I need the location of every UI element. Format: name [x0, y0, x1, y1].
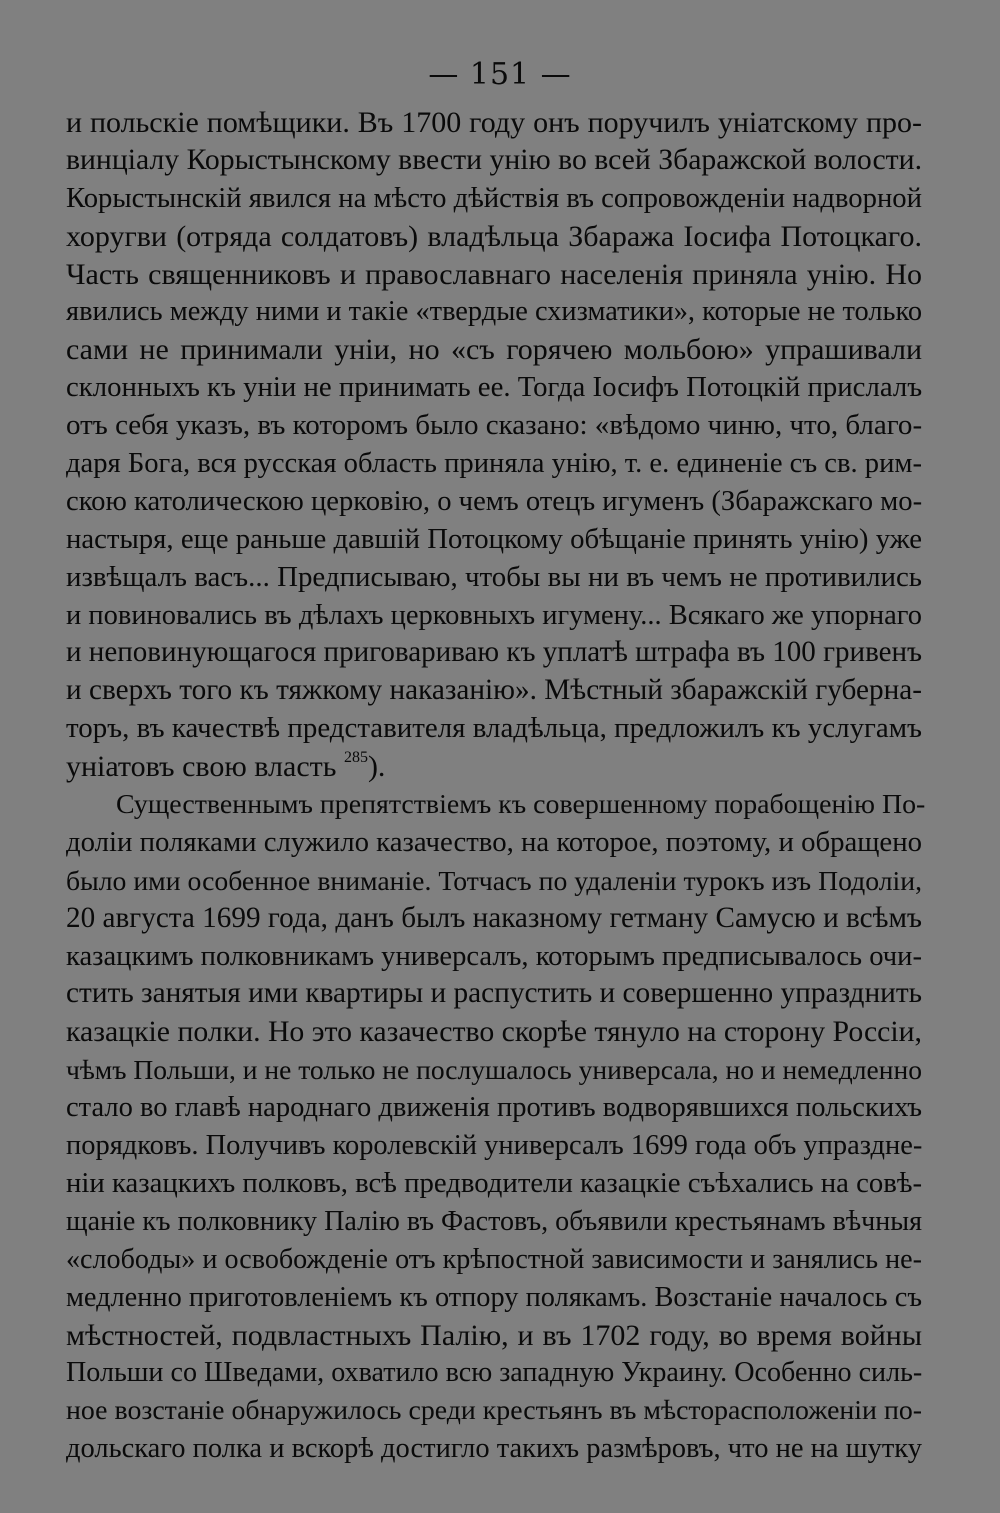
text-line: дольскаго полка и вскорѣ достигло такихъ размѣровъ, что не на шутку: [66, 1433, 922, 1465]
text-line: казацкіе полки. Но это казачество скорѣе тянуло на сторону Россіи,: [66, 1015, 922, 1049]
text-line: стало во главѣ народнаго движенія противъ водворявшихся польскихъ: [66, 1092, 922, 1124]
text-line: скою католическою церковію, о чемъ отецъ игуменъ (Збаражскаго мо-: [66, 484, 923, 517]
text-line: извѣщалъ васъ... Предписываю, чтобы вы ни въ чемъ не противились: [66, 560, 922, 593]
text-line: доліи поляками служило казачество, на которое, поэтому, и обращено: [66, 825, 922, 858]
text-line: явились между ними и такіе «твердые схизматики», которые не только: [66, 296, 923, 328]
text-line: стить занятыя ими квартиры и распустить и совершенно упразднить: [66, 977, 923, 1010]
text-line: казацкимъ полковникамъ универсалъ, которымъ предписывалось очи-: [66, 940, 922, 972]
text-line: и сверхъ того къ тяжкому наказанію». Мѣстный збаражскій губерна-: [66, 674, 922, 707]
text-line: хоругви (отряда солдатовъ) владѣльца Збаража Іосифа Потоцкаго.: [66, 219, 922, 253]
paragraph-1: [66, 104, 922, 786]
text-line: даря Бога, вся русская область приняла унію, т. е. единеніе съ св. рим-: [66, 448, 922, 480]
text-line: ное возстаніе обнаружилось среди крестьянъ въ мѣсторасположеніи по-: [66, 1395, 922, 1427]
page-number: — 151 —: [428, 57, 572, 92]
text-line: винціалу Корыстынскому ввести унію во всей Збаражской волости.: [66, 143, 922, 176]
footnote-ref[interactable]: 285: [343, 749, 368, 767]
text-line: отъ себя указъ, въ которомъ было сказано: «вѣдомо чиню, что, благо-: [66, 409, 923, 442]
text-line: настыря, еще раньше давшій Потоцкому обѣщаніе принять унію) уже: [66, 522, 922, 555]
text-line: «слободы» и освобожденіе отъ крѣпостной зависимости и занялись не-: [66, 1243, 922, 1275]
text-line: Часть священниковъ и православнаго населенія приняла унію. Но: [66, 257, 922, 291]
text-line: ніи казацкихъ полковъ, всѣ предводители казацкіе съѣхались на совѣ-: [66, 1166, 923, 1199]
text-line: порядковъ. Получивъ королевскій универсалъ 1699 года объ упраздне-: [66, 1130, 923, 1162]
text-line: Корыстынскій явился на мѣсто дѣйствія въ сопровожденіи надворной: [66, 181, 923, 214]
text-line: Польши со Шведами, охватило всю западную Украину. Особенно силь-: [66, 1357, 923, 1389]
text-line-last: [66, 748, 922, 786]
line-text: уніатовъ свою власть: [66, 750, 344, 784]
text-line: щаніе къ полковнику Палію въ Фастовъ, объявили крестьянамъ вѣчныя: [66, 1205, 922, 1237]
text-line: мѣстностей, подвластныхъ Палію, и въ 1702 году, во время войны: [66, 1318, 922, 1352]
text-line: и польскіе помѣщики. Въ 1700 году онъ поручилъ уніатскому про-: [66, 106, 922, 139]
text-line: чѣмъ Польши, и не только не послушалось универсала, но и немедленно: [66, 1054, 923, 1086]
text-line: Существеннымъ препятствіемъ къ совершенному порабощенію По-: [116, 789, 926, 821]
text-line: склонныхъ къ уніи не принимать ее. Тогда Іосифъ Потоцкій прислалъ: [66, 371, 923, 404]
text-line: и неповинующагося приговариваю къ уплатѣ штрафа въ 100 гривенъ: [66, 636, 923, 669]
text-line: было ими особенное вниманіе. Тотчасъ по удаленіи турокъ изъ Подоліи,: [66, 864, 922, 896]
paragraph-2: [66, 786, 926, 1468]
text-line: торъ, въ качествѣ представителя владѣльца, предложилъ къ услугамъ: [66, 712, 922, 745]
line-tail: ).: [367, 750, 386, 784]
text-line: и повиновались въ дѣлахъ церковныхъ игумену... Всякаго же упорнаго: [66, 599, 922, 631]
text-line: медленно приготовленіемъ къ отпору полякамъ. Возстаніе началось съ: [66, 1281, 922, 1313]
body-text: [66, 104, 926, 1468]
text-line: сами не принимали уніи, но «съ горячею мольбою» упрашивали: [66, 333, 922, 367]
text-line: 20 августа 1699 года, данъ былъ наказному гетману Самусю и всѣмъ: [66, 901, 922, 934]
